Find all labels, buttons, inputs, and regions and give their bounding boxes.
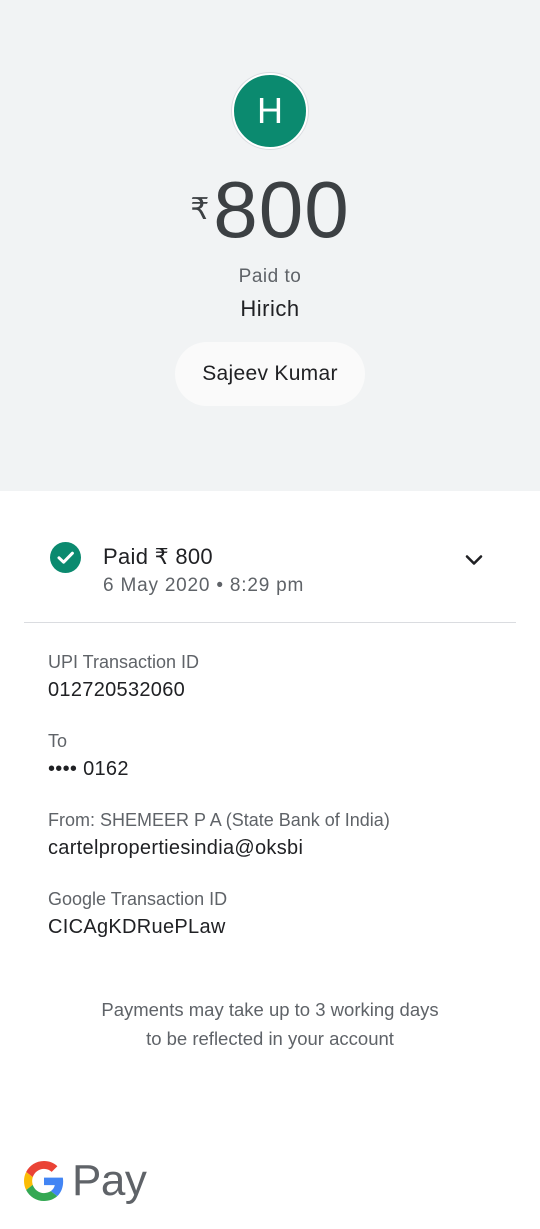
google-g-logo: [24, 1161, 64, 1201]
payment-header: [0, 0, 540, 491]
currency-symbol: ₹: [190, 193, 210, 226]
google-transaction-id-value[interactable]: CICAgKDRuePLaw: [48, 916, 226, 938]
to-account-value: •••• 0162: [48, 758, 129, 780]
upi-transaction-id: [48, 650, 199, 704]
status-date: 6 May 2020 • 8:29 pm: [103, 575, 305, 596]
processing-note: [0, 995, 540, 1053]
amount-value: 800: [213, 165, 350, 254]
payee-name: Hirich: [240, 296, 300, 321]
payment-amount: [0, 166, 540, 254]
google-transaction-id-label: Google Transaction ID: [48, 889, 228, 909]
google-transaction-id: [48, 887, 227, 941]
from-label: From: SHEMEER P A (State Bank of India): [48, 810, 390, 830]
from-account: [48, 808, 390, 862]
upi-transaction-id-label: UPI Transaction ID: [48, 652, 200, 672]
contact-chip[interactable]: Sajeev Kumar: [175, 342, 365, 406]
to-label: To: [48, 731, 68, 751]
from-account-value: cartelpropertiesindia@oksbi: [48, 837, 304, 859]
status-title: Paid ₹ 800: [103, 544, 213, 569]
divider: [24, 622, 516, 623]
pay-wordmark: Pay: [72, 1156, 147, 1205]
chevron-down-icon[interactable]: [462, 548, 486, 572]
to-account: [48, 729, 129, 783]
payee-avatar: H: [232, 73, 308, 149]
upi-transaction-id-value[interactable]: 012720532060: [48, 679, 186, 701]
processing-note-line1: Payments may take up to 3 working days: [101, 999, 439, 1020]
google-pay-logo: [24, 1154, 146, 1208]
transaction-status-row[interactable]: [0, 530, 540, 600]
check-circle-icon: [50, 542, 81, 573]
processing-note-line2: to be reflected in your account: [146, 1028, 394, 1049]
paid-to-label: Paid to: [238, 266, 302, 287]
